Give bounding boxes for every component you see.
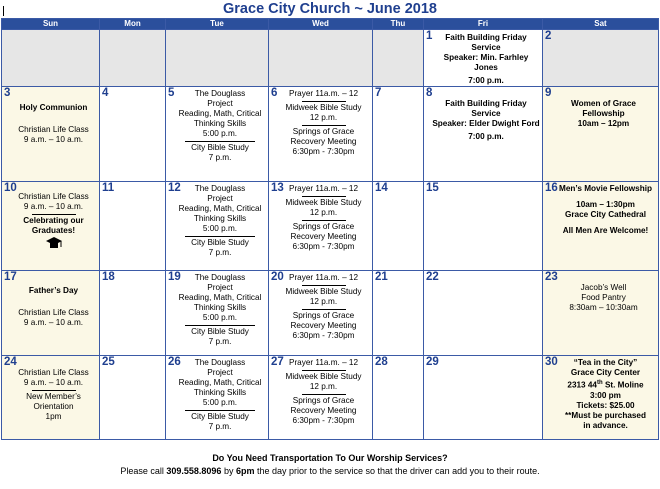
divider (185, 410, 255, 411)
day-number: 10 (4, 182, 17, 194)
event-text: Springs of Grace (292, 222, 355, 231)
calendar-grid (1, 18, 659, 440)
day-cell-7[interactable] (373, 87, 424, 182)
day-number: 28 (375, 356, 388, 368)
divider (185, 325, 255, 326)
event-time: 12 p.m. (309, 297, 338, 306)
divider (185, 141, 255, 142)
event-text: Holy Communion (19, 103, 88, 112)
event-time: 6:30pm - 7:30pm (292, 147, 355, 156)
divider (302, 370, 346, 371)
divider (302, 394, 346, 395)
event-text: Thinking Skills (193, 388, 247, 397)
event-text: Christian Life Class (18, 125, 89, 134)
event-text: Grace City Center (570, 368, 641, 377)
event-text: City Bible Study (191, 327, 249, 336)
day-number: 16 (545, 182, 558, 194)
day-number: 2 (545, 30, 552, 42)
day-header-sun: Sun (2, 19, 100, 30)
event-text: Father’s Day (28, 286, 79, 295)
day-cell-19[interactable] (166, 271, 269, 356)
event-time: 1pm (45, 412, 62, 421)
day-number: 18 (102, 271, 115, 283)
event-text: Project (207, 194, 233, 203)
event-time: 12 p.m. (309, 208, 338, 217)
event-text: Grace City Cathedral (565, 210, 646, 219)
event-text: Prayer 11a.m. – 12 (288, 273, 359, 282)
empty-day (373, 30, 424, 87)
event-text: Thinking Skills (193, 303, 247, 312)
day-number: 5 (168, 87, 175, 99)
event-time: 6:30pm - 7:30pm (292, 331, 355, 340)
day-number: 6 (271, 87, 278, 99)
event-text: Recovery Meeting (290, 137, 357, 146)
event-text: Recovery Meeting (290, 406, 357, 415)
event-text: Christian Life Class (18, 308, 89, 317)
divider (32, 390, 76, 391)
divider (302, 220, 346, 221)
event-text: Tickets: $25.00 (576, 400, 635, 410)
divider (302, 196, 346, 197)
event-text: All Men Are Welcome! (562, 226, 649, 235)
day-header-mon: Mon (100, 19, 166, 30)
day-number: 26 (168, 356, 181, 368)
event-text: Service (471, 43, 501, 52)
day-number: 19 (168, 271, 181, 283)
day-number: 21 (375, 271, 388, 283)
event-text: Faith Building Friday (445, 33, 527, 42)
day-number: 15 (426, 182, 439, 194)
divider (302, 101, 346, 102)
day-number: 9 (545, 87, 552, 99)
event-text: Faith Building Friday (445, 99, 527, 108)
day-cell-20[interactable] (269, 271, 373, 356)
event-text: The Douglass (194, 358, 246, 367)
day-header-wed: Wed (269, 19, 373, 30)
event-text: Prayer 11a.m. – 12 (288, 89, 359, 98)
day-number: 11 (102, 182, 115, 194)
day-cell-5[interactable] (166, 87, 269, 182)
day-cell-18[interactable] (100, 271, 166, 356)
event-time: 3:00 pm (590, 390, 621, 400)
day-cell-29[interactable] (424, 356, 543, 440)
day-cell-10[interactable] (2, 182, 100, 271)
day-number: 29 (426, 356, 439, 368)
event-text: Service (471, 109, 501, 118)
event-text: The Douglass (194, 89, 246, 98)
phone-number: 309.558.8096 (166, 466, 222, 476)
event-text: City Bible Study (191, 412, 249, 421)
event-text: **Must be purchased (565, 410, 646, 420)
event-text: Springs of Grace (292, 311, 355, 320)
day-number: 27 (271, 356, 284, 368)
calendar-title: Grace City Church ~ June 2018 (223, 1, 437, 17)
day-number: 4 (102, 87, 109, 99)
event-time: 7 p.m. (208, 248, 232, 257)
day-header-fri: Fri (424, 19, 543, 30)
day-cell-30[interactable] (543, 356, 659, 440)
day-number: 14 (375, 182, 388, 194)
day-cell-23[interactable] (543, 271, 659, 356)
day-number: 3 (4, 87, 11, 99)
empty-day (166, 30, 269, 87)
day-number: 20 (271, 271, 284, 283)
divider (302, 309, 346, 310)
event-text: Thinking Skills (193, 214, 247, 223)
day-cell-13[interactable] (269, 182, 373, 271)
event-text: Midweek Bible Study (285, 198, 362, 207)
event-text: Reading, Math, Critical (178, 293, 262, 302)
day-number: 25 (102, 356, 115, 368)
event-text: Graduates! (31, 226, 76, 235)
event-text: “Tea in the City” (573, 358, 638, 367)
day-cell-14[interactable] (373, 182, 424, 271)
divider (302, 285, 346, 286)
event-time: 5:00 p.m. (202, 398, 238, 407)
event-time: 9 a.m. – 10 a.m. (23, 378, 84, 387)
event-time: 5:00 p.m. (202, 313, 238, 322)
day-cell-2[interactable] (543, 30, 659, 87)
event-time: 7 p.m. (208, 153, 232, 162)
event-time: 9 a.m. – 10 a.m. (23, 135, 84, 144)
event-text: Celebrating our (23, 216, 84, 225)
event-text: Women of Grace (571, 99, 636, 108)
divider (185, 236, 255, 237)
day-cell-6[interactable] (269, 87, 373, 182)
empty-day (2, 30, 100, 87)
day-number: 22 (426, 271, 439, 283)
day-cell-1[interactable] (424, 30, 543, 87)
day-cell-15[interactable] (424, 182, 543, 271)
day-cell-8[interactable] (424, 87, 543, 182)
event-text: Men’s Movie Fellowship (559, 184, 652, 193)
event-text: New Member’s (26, 392, 81, 401)
day-header-thu: Thu (373, 19, 424, 30)
transport-question: Do You Need Transportation To Our Worship Services? (212, 453, 448, 463)
day-number: 23 (545, 271, 558, 283)
event-time: 5:00 p.m. (202, 224, 238, 233)
event-time: 10am – 1:30pm (576, 200, 635, 209)
day-cell-25[interactable] (100, 356, 166, 440)
day-number: 24 (4, 356, 17, 368)
event-text: The Douglass (194, 273, 246, 282)
event-text: Midweek Bible Study (285, 287, 362, 296)
event-time: 7 p.m. (208, 337, 232, 346)
event-address: 2313 44th St. Moline (567, 380, 644, 390)
day-number: 8 (426, 87, 433, 99)
day-cell-9[interactable] (543, 87, 659, 182)
day-header-sat: Sat (543, 19, 659, 30)
event-text: Prayer 11a.m. – 12 (288, 184, 359, 193)
day-number: 30 (545, 356, 558, 368)
event-time: 6:30pm - 7:30pm (292, 242, 355, 251)
event-text: Christian Life Class (18, 192, 89, 201)
event-time: 8:30am – 10:30am (569, 303, 638, 312)
event-text: Reading, Math, Critical (178, 109, 262, 118)
event-text: Reading, Math, Critical (178, 378, 262, 387)
event-text: Midweek Bible Study (285, 103, 362, 112)
day-cell-4[interactable] (100, 87, 166, 182)
empty-day (269, 30, 373, 87)
divider (32, 214, 76, 215)
event-time: 12 p.m. (309, 382, 338, 391)
day-cell-27[interactable] (269, 356, 373, 440)
event-text: Springs of Grace (292, 396, 355, 405)
day-cell-12[interactable] (166, 182, 269, 271)
event-text: Prayer 11a.m. – 12 (288, 358, 359, 367)
event-text: Project (207, 283, 233, 292)
day-cell-3[interactable] (2, 87, 100, 182)
event-text: Project (207, 368, 233, 377)
event-text: Springs of Grace (292, 127, 355, 136)
day-cell-17[interactable] (2, 271, 100, 356)
event-time: 12 p.m. (309, 113, 338, 122)
event-text: Project (207, 99, 233, 108)
event-time: 10am – 12pm (577, 119, 630, 128)
day-number: 1 (426, 30, 433, 42)
event-text: in advance. (583, 420, 628, 430)
divider (302, 125, 346, 126)
day-number: 13 (271, 182, 284, 194)
event-text: The Douglass (194, 184, 246, 193)
event-text: City Bible Study (191, 143, 249, 152)
event-text: Food Pantry (581, 293, 626, 302)
event-text: Orientation (33, 402, 74, 411)
event-time: 7:00 p.m. (468, 76, 504, 85)
event-time: 7:00 p.m. (468, 132, 504, 141)
event-text: Christian Life Class (18, 368, 89, 377)
event-text: Reading, Math, Critical (178, 204, 262, 213)
empty-day (100, 30, 166, 87)
day-cell-24[interactable] (2, 356, 100, 440)
event-text: City Bible Study (191, 238, 249, 247)
event-time: 6:30pm - 7:30pm (292, 416, 355, 425)
event-text: Midweek Bible Study (285, 372, 362, 381)
day-cell-22[interactable] (424, 271, 543, 356)
transport-instructions: Please call 309.558.8096 by 6pm the day prior to the service so that the driver can add you to their route. (120, 466, 540, 476)
day-cell-21[interactable] (373, 271, 424, 356)
day-cell-11[interactable] (100, 182, 166, 271)
event-time: 9 a.m. – 10 a.m. (23, 318, 84, 327)
event-time: 5:00 p.m. (202, 129, 238, 138)
day-number: 7 (375, 87, 382, 99)
day-cell-16[interactable] (543, 182, 659, 271)
day-number: 17 (4, 271, 17, 283)
day-cell-26[interactable] (166, 356, 269, 440)
graduation-cap-icon (45, 236, 63, 250)
day-number: 12 (168, 182, 181, 194)
event-time: 7 p.m. (208, 422, 232, 431)
event-text: Jacob’s Well (580, 283, 627, 292)
event-time: 9 a.m. – 10 a.m. (23, 202, 84, 211)
event-text: Speaker: Elder Dwight Ford (432, 119, 540, 128)
event-text: Speaker: Min. Farhley Jones (443, 53, 529, 72)
event-text: Recovery Meeting (290, 321, 357, 330)
event-text: Fellowship (582, 109, 625, 118)
event-text: Recovery Meeting (290, 232, 357, 241)
day-cell-28[interactable] (373, 356, 424, 440)
day-header-tue: Tue (166, 19, 269, 30)
event-text: Thinking Skills (193, 119, 247, 128)
